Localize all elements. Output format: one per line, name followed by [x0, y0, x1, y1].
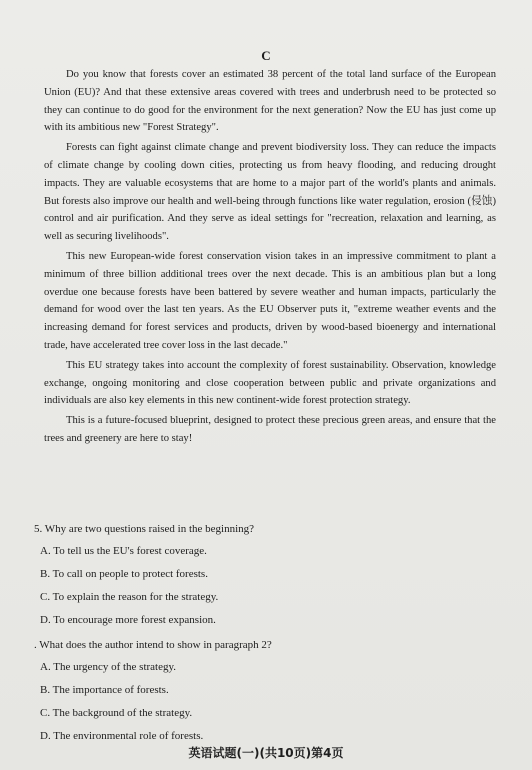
passage-paragraph: This EU strategy takes into account the complexity of forest sustainability. Observation, knowledge exchange, ongoing monitoring and close cooperation between public and private organizations and individuals are also key elements in this new continent-wide forest protection strategy. — [44, 359, 496, 407]
passage-paragraph: This new European-wide forest conservation vision takes in an impressive commitment to plant a minimum of three billion additional trees over the next decade. This is an ambitious plan but a long overdue one because forests have been battered by severe weather and human impacts, particularly the demand for wood over the last ten years. As the EU Observer puts it, "extreme weather events and the increasing demand for forest services and products, driven by wood-based bioenergy and international trade, have accelerated tree cover loss in the last decade." — [44, 250, 496, 351]
answer-option: A. The urgency of the strategy. — [40, 661, 177, 673]
section-heading: C — [261, 48, 271, 63]
answer-option: B. To call on people to protect forests. — [40, 568, 208, 580]
page-footer: 英语试题(一)(共10页)第4页 — [188, 746, 344, 760]
question-stem: 5. Why are two questions raised in the beginning? — [34, 523, 255, 535]
answer-option: B. The importance of forests. — [40, 684, 169, 696]
question-list — [34, 520, 494, 752]
passage-paragraph: Forests can fight against climate change and prevent biodiversity loss. They can reduce the impacts of climate change by cooling down cities, protecting us from heavy flooding, and reducing drought impacts. They are valuable ecosystems that are home to a major part of the world's plants and animals. But forests also improve our health and well-being through functions like water regulation, erosion (侵蚀) control and air purification. And they serve as ideal settings for "recreation, relaxation and learning, as well as securing livelihoods". — [44, 142, 496, 243]
answer-option: C. To explain the reason for the strategy. — [40, 591, 219, 603]
question-block — [34, 520, 494, 632]
reading-passage — [44, 66, 496, 448]
answer-option: D. To encourage more forest expansion. — [40, 614, 216, 626]
passage-paragraph: This is a future-focused blueprint, designed to protect these precious green areas, and ensure that the trees and greenery are here to stay! — [44, 415, 496, 444]
question-block — [34, 636, 494, 748]
option-list — [34, 656, 494, 748]
answer-option: C. The background of the strategy. — [40, 707, 193, 719]
option-list — [34, 540, 494, 632]
answer-option: D. The environmental role of forests. — [40, 730, 204, 742]
passage-paragraph: Do you know that forests cover an estimated 38 percent of the total land surface of the European Union (EU)? And that these extensive areas covered with trees and underbrush need to be protected so they can continue to do good for the environment for the next generation? Now the EU has just come up with its ambitious new "Forest Strategy". — [44, 69, 496, 134]
question-stem: . What does the author intend to show in paragraph 2? — [34, 639, 272, 651]
answer-option: A. To tell us the EU's forest coverage. — [40, 545, 207, 557]
